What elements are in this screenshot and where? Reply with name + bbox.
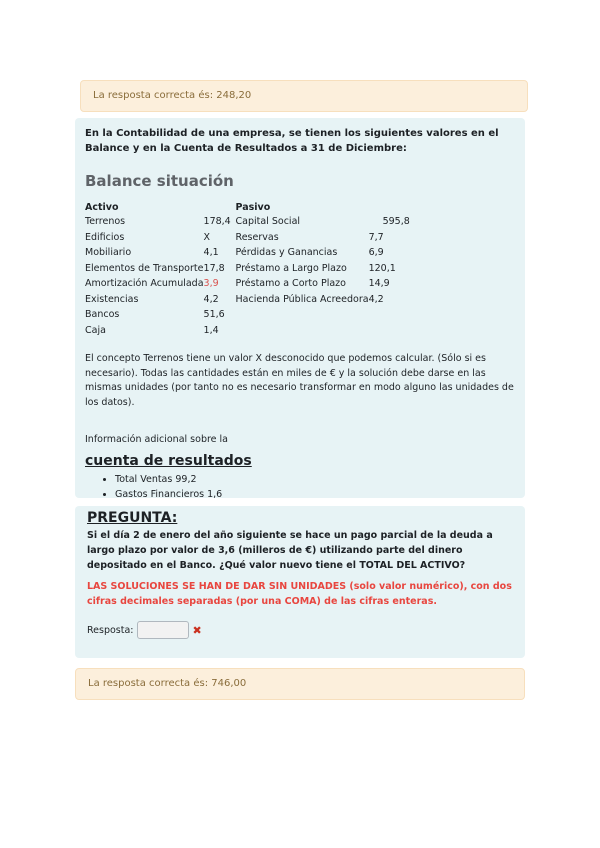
balance-heading: Balance situación (85, 172, 234, 190)
question-warning: LAS SOLUCIONES SE HAN DE DAR SIN UNIDADES (solo valor numérico), con dos cifras decimales separadas (por una COMA) de las cifras enteras. (87, 581, 512, 607)
cuenta-list (85, 472, 515, 502)
correct-answer-feedback-bottom (75, 668, 525, 700)
question-text: Si el día 2 de enero del año siguiente se hace un pago parcial de la deuda a largo plazo por valor de 3,6 (milleros de €) utilizando parte del dinero depositado en el Banco. ¿Qué valor nuevo tiene el TOTAL DEL ACTIVO? (87, 530, 493, 571)
answer-label: Resposta: (87, 624, 134, 636)
negative-value: 3,9 (203, 278, 219, 290)
question-panel (75, 506, 525, 658)
intro-text: En la Contabilidad de una empresa, se tienen los siguientes valores en el Balance y en la Cuenta de Resultados a 31 de Diciembre: (85, 128, 499, 154)
feedback-text: La resposta correcta és: 746,00 (88, 678, 247, 689)
table-row: Mobiliario 4,1 Pérdidas y Ganancias 6,9 (85, 247, 384, 259)
pasivo-header: Pasivo (235, 201, 271, 213)
table-row: Bancos 51,6 (85, 309, 225, 321)
list-item: • Gastos Financieros 1,6 (115, 487, 515, 502)
additional-info-text: Información adicional sobre la (85, 434, 228, 445)
activo-header: Activo (85, 201, 119, 213)
table-row: Elementos de Transporte 17,8 Préstamo a Largo Plazo 120,1 (85, 262, 396, 274)
question-statement (75, 118, 525, 498)
note-text: El concepto Terrenos tiene un valor X desconocido que podemos calcular. (Sólo si es necesario). Todas las cantidades están en miles de € y la solución debe darse en las mismas unidades (por tanto no es necesario transformar en modo alguno las unidades de los datos). (85, 353, 514, 408)
list-item: • Total Ventas 99,2 (115, 472, 515, 487)
answer-input[interactable] (137, 621, 189, 639)
feedback-text: La resposta correcta és: 248,20 (93, 90, 252, 101)
correct-answer-feedback-top (80, 80, 528, 112)
cuenta-heading: cuenta de resultados (85, 453, 252, 469)
table-row: Amortización Acumulada 3,9 Préstamo a Corto Plazo 14,9 (85, 276, 410, 292)
question-title: PREGUNTA: (87, 510, 178, 526)
answer-row (87, 621, 202, 639)
table-row: Caja 1,4 (85, 324, 219, 336)
balance-table (85, 200, 410, 338)
table-row: Terrenos 178,4 Capital Social 595,8 (85, 216, 410, 228)
incorrect-icon: ✖ (192, 623, 202, 637)
table-row: Existencias 4,2 Hacienda Pública Acreedora 4,2 (85, 293, 384, 305)
table-row: Edificios X Reservas 7,7 (85, 231, 384, 243)
